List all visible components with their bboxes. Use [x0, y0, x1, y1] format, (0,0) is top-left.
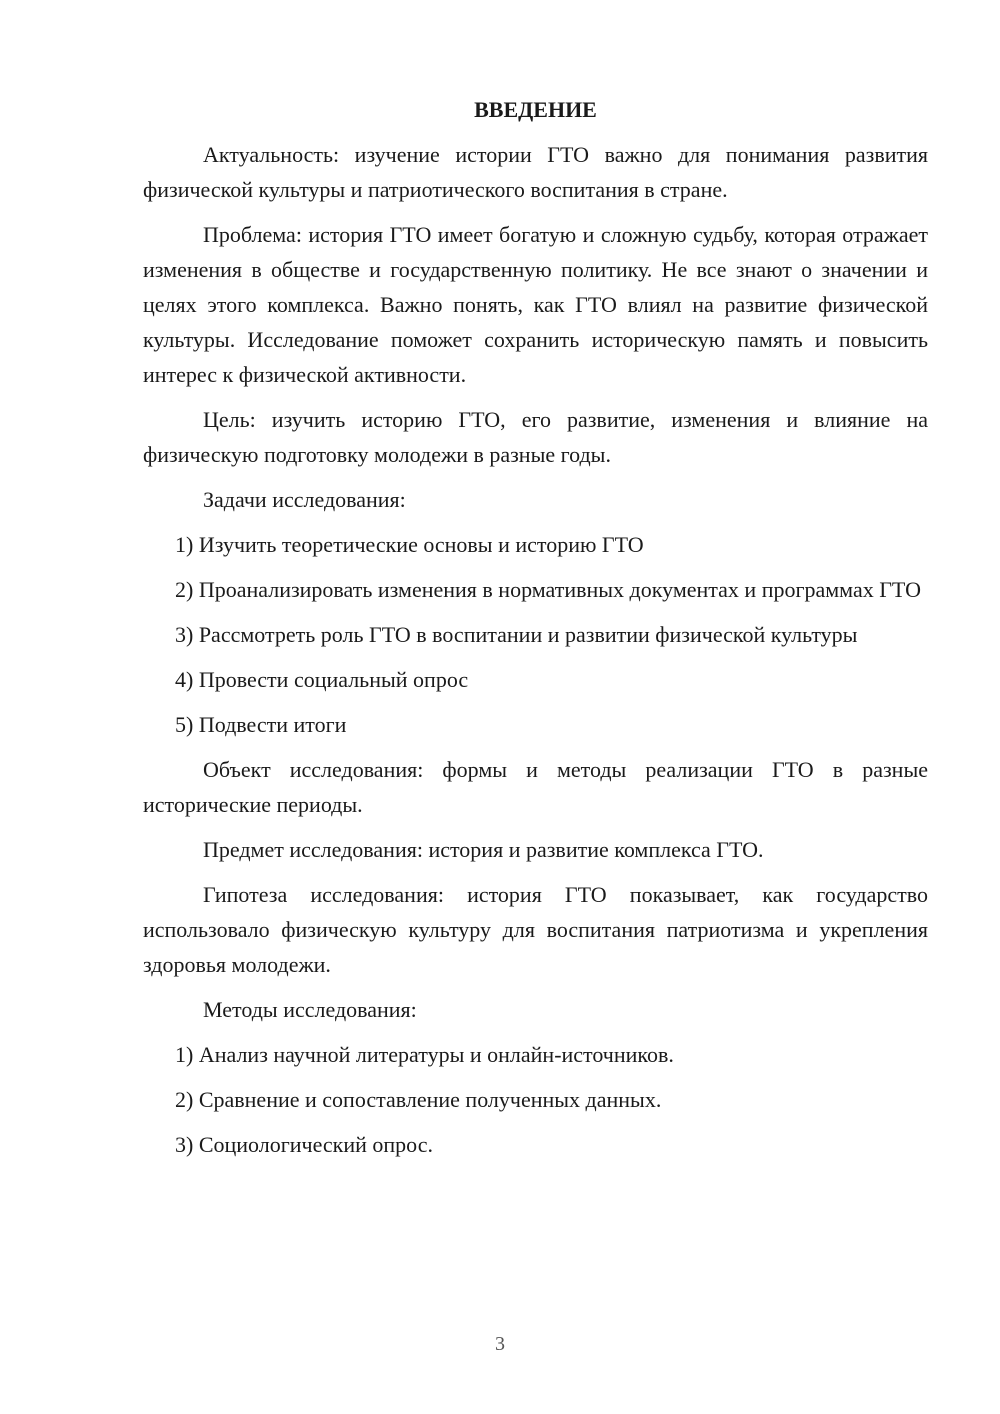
methods-heading: Методы исследования:: [203, 997, 417, 1022]
problem-paragraph: Проблема: история ГТО имеет богатую и сложную судьбу, которая отражает изменения в обществе и государственную политику. Не все знают о значении и целях этого комплекса. Важно понять, как ГТО влиял на развитие физической культуры. Исследование поможет сохранить историческую память и повысить интерес к физической активности.: [143, 222, 928, 387]
page-content: [143, 92, 928, 1172]
hypothesis-paragraph: Гипотеза исследования: история ГТО показывает, как государство использовало физическую культуру для воспитания патриотизма и укрепления здоровья молодежи.: [143, 882, 928, 977]
method-item: 1) Анализ научной литературы и онлайн-источников.: [175, 1042, 674, 1067]
task-item: 2) Проанализировать изменения в нормативных документах и программах ГТО: [175, 577, 921, 602]
tasks-heading: Задачи исследования:: [203, 487, 406, 512]
relevance-paragraph: Актуальность: изучение истории ГТО важно для понимания развития физической культуры и патриотического воспитания в стране.: [143, 142, 928, 202]
section-title: ВВЕДЕНИЕ: [474, 97, 597, 122]
subject-paragraph: Предмет исследования: история и развитие комплекса ГТО.: [203, 837, 764, 862]
task-item: 3) Рассмотреть роль ГТО в воспитании и развитии физической культуры: [175, 622, 858, 647]
method-item: 2) Сравнение и сопоставление полученных данных.: [175, 1087, 662, 1112]
object-paragraph: Объект исследования: формы и методы реализации ГТО в разные исторические периоды.: [143, 757, 928, 817]
method-item: 3) Социологический опрос.: [175, 1132, 433, 1157]
task-item: 1) Изучить теоретические основы и историю ГТО: [175, 532, 644, 557]
task-item: 4) Провести социальный опрос: [175, 667, 469, 692]
page-number: 3: [495, 1333, 505, 1355]
goal-paragraph: Цель: изучить историю ГТО, его развитие, изменения и влияние на физическую подготовку молодежи в разные годы.: [143, 407, 928, 467]
task-item: 5) Подвести итоги: [175, 712, 347, 737]
